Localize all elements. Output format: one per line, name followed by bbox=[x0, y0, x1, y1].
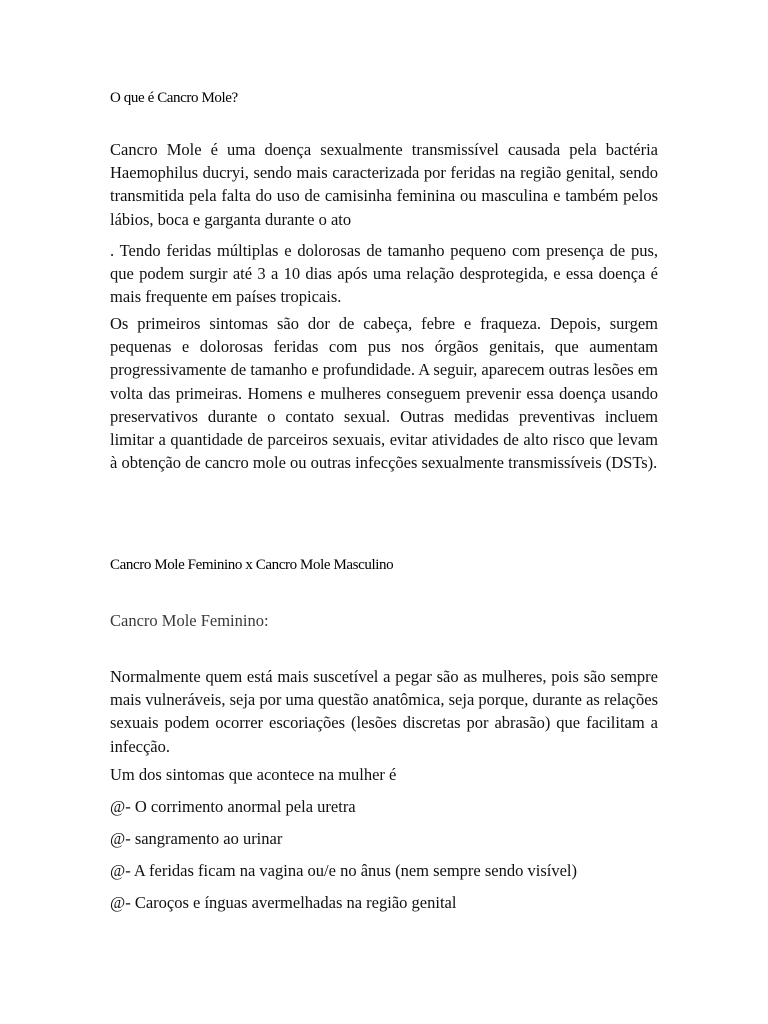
paragraph-first-symptoms: Os primeiros sintomas são dor de cabeça, febre e fraqueza. Depois, surgem pequenas e dolorosas feridas com pus nos órgãos genitais, que aumentam progressivamente de tamanho e profundidade. A seguir, aparecem outras lesões em volta das primeiras. Homens e mulheres conseguem prevenir essa doença usando preservativos durante o contato sexual. Outras medidas preventivas incluem limitar a quantidade de parceiros sexuais, evitar atividades de alto risco que levam à obtenção de cancro mole ou outras infecções sexualmente transmissíveis (DSTs). bbox=[110, 314, 658, 473]
symptom-item: @- sangramento ao urinar bbox=[110, 829, 283, 848]
paragraph-symptoms-onset: . Tendo feridas múltiplas e dolorosas de tamanho pequeno com presença de pus, que podem surgir até 3 a 10 dias após uma relação desprotegida, e essa doença é mais frequente em países tropicais. bbox=[110, 241, 658, 307]
paragraph-female-susceptibility: Normalmente quem está mais suscetível a pegar são as mulheres, pois são sempre mais vulneráveis, seja por uma questão anatômica, seja porque, durante as relações sexuais podem ocorrer escoriações (lesões discretas por abrasão) que facilitam a infecção. bbox=[110, 667, 658, 756]
paragraph-definition: Cancro Mole é uma doença sexualmente transmissível causada pela bactéria Haemophilus ducryi, sendo mais caracterizada por feridas na região genital, sendo transmitida pela falta do uso de camisinha feminina ou masculina e também pelos lábios, boca e garganta durante o ato bbox=[110, 140, 658, 229]
section-title: Cancro Mole Feminino x Cancro Mole Masculino bbox=[110, 557, 394, 573]
symptom-item: @- Caroços e ínguas avermelhadas na região genital bbox=[110, 893, 457, 912]
symptoms-intro: Um dos sintomas que acontece na mulher é bbox=[110, 765, 397, 784]
document-title: O que é Cancro Mole? bbox=[110, 90, 238, 106]
symptom-item: @- A feridas ficam na vagina ou/e no ânus (nem sempre sendo visível) bbox=[110, 861, 577, 880]
symptom-item: @- O corrimento anormal pela uretra bbox=[110, 797, 356, 816]
subsection-title: Cancro Mole Feminino: bbox=[110, 611, 269, 630]
